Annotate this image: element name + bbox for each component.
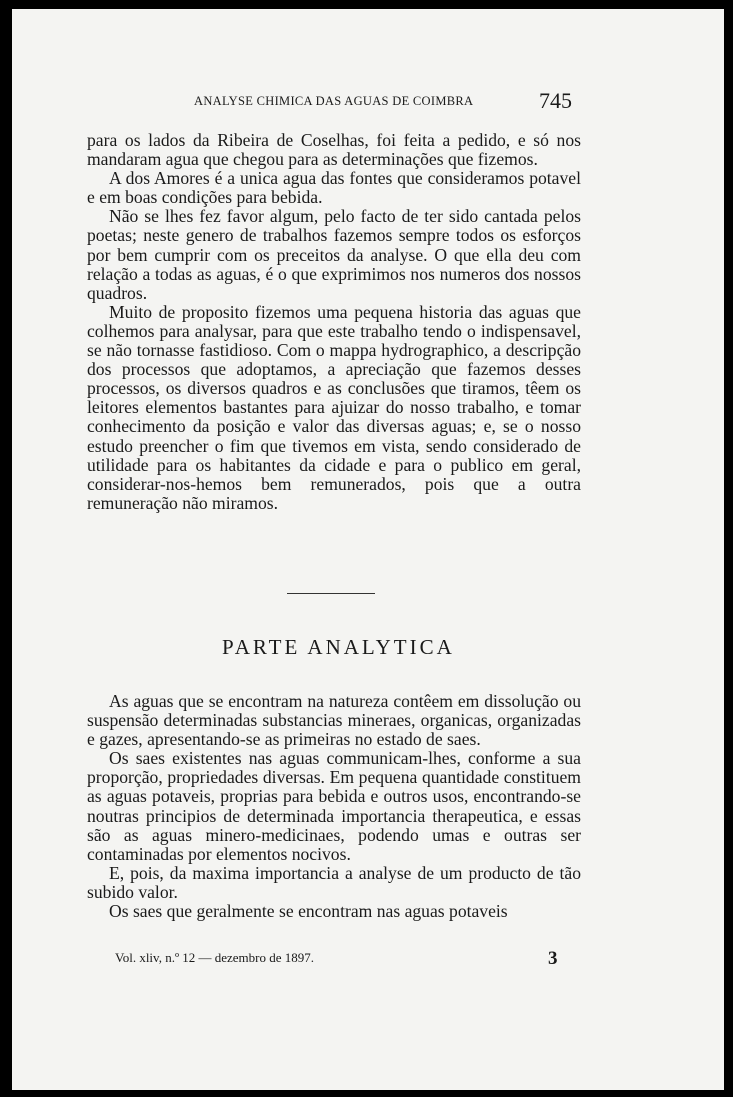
footer-citation: Vol. xliv, n.º 12 — dezembro de 1897. [115,950,315,965]
document-page [12,9,724,1090]
running-header: ANALYSE CHIMICA DAS AGUAS DE COIMBRA [194,94,474,108]
page-number: 745 [539,88,572,113]
body-text-top [87,131,581,513]
paragraph: A dos Amores é a unica agua das fontes que consideramos potavel e em boas condições para bebida. [87,168,581,208]
paragraph: para os lados da Ribeira de Coselhas, foi feita a pedido, e só nos mandaram agua que chegou para as determinações que fizemos. [87,130,581,170]
paragraph: Muito de proposito fizemos uma pequena historia das aguas que colhemos para analysar, para que este trabalho tendo o indispensavel, se não tornasse fastidioso. Com o mappa hydrographico, a descripção dos processos que adoptamos, a apreciação que fazemos desses processos, os diversos quadros e as conclusões que tiramos, têem os leitores elementos bastantes para ajuizar do nosso trabalho, e tomar conhecimento da posição e valor das diversas aguas; e, se o nosso estudo preencher o fim que tivemos em vista, sendo considerado de utilidade para os habitantes da cidade e para o publico em geral, considerar-nos-hemos bem remunerados, pois que a outra remuneração não miramos. [87,301,581,513]
paragraph: Os saes que geralmente se encontram nas aguas potaveis [109,901,508,922]
paragraph: As aguas que se encontram na natureza contêem em dissolução ou suspensão determinadas substancias mineraes, organicas, organizadas e gazes, apresentando-se as primeiras no estado de saes. [87,691,581,750]
section-divider [287,593,375,594]
signature-mark: 3 [548,948,558,969]
paragraph: Não se lhes fez favor algum, pelo facto de ter sido cantada pelos poetas; neste genero de trabalhos fazemos sempre todos os esforços por bem cumprir com os preceitos da analyse. O que ella deu com relação a todas as aguas, é o que exprimimos nos numeros dos nossos quadros. [87,206,581,303]
paragraph: Os saes existentes nas aguas communicam-lhes, conforme a sua proporção, propriedades diversas. Em pequena quantidade constituem as aguas potaveis, proprias para bebida e outros usos, encontrando-se noutras principios de determinada importancia therapeutica, e essas são as aguas minero-medicinaes, podendo umas e outras ser contaminadas por elementos nocivos. [87,748,581,864]
body-text-bottom [87,692,581,921]
paragraph: E, pois, da maxima importancia a analyse de um producto de tão subido valor. [87,862,581,902]
section-title: PARTE ANALYTICA [222,635,455,659]
